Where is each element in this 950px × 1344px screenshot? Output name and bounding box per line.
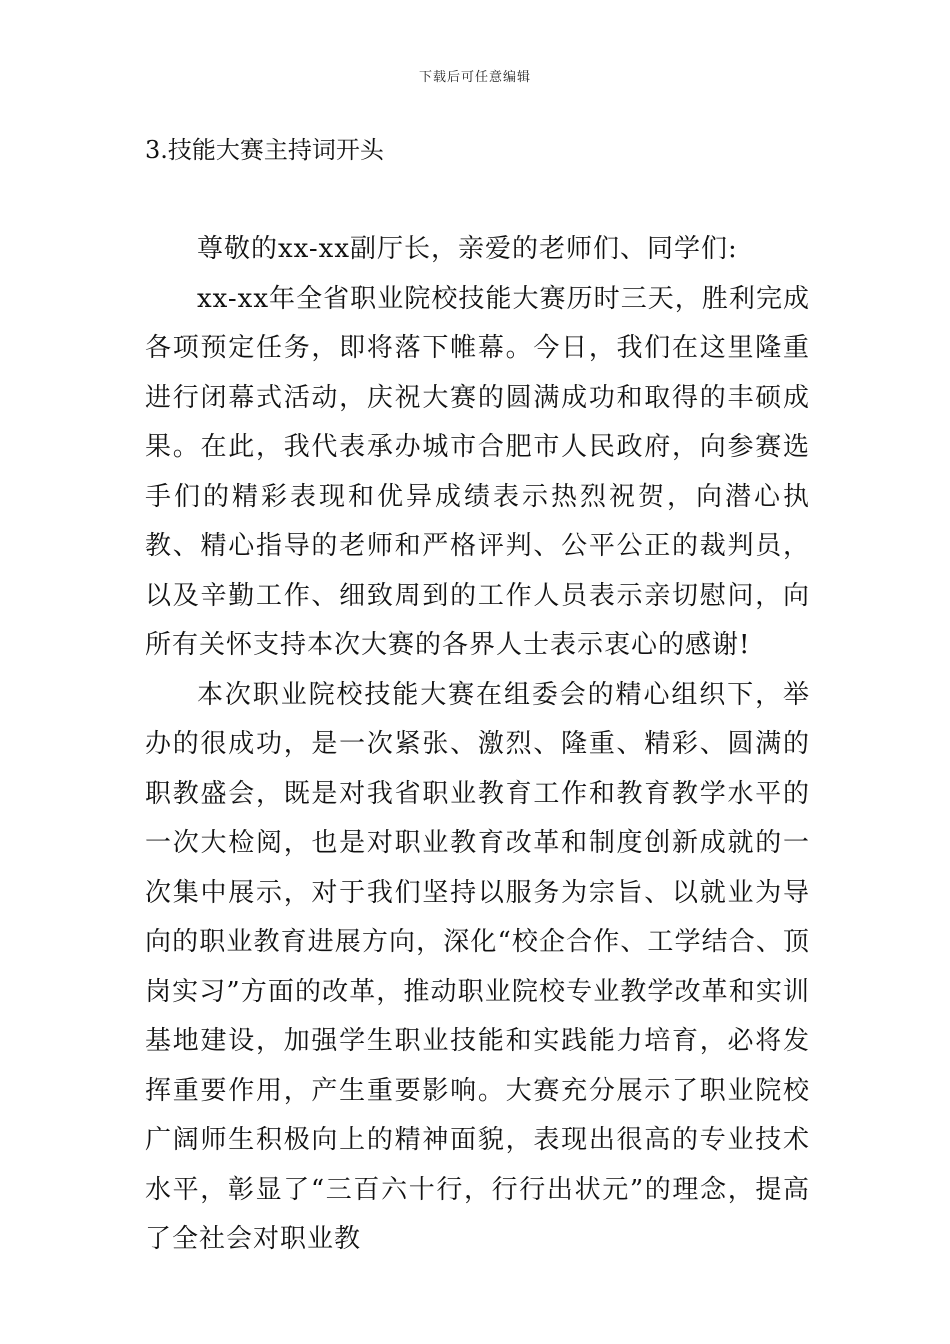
section-title: 3.技能大赛主持词开头: [145, 136, 384, 164]
document-body: [145, 225, 810, 1265]
paragraph-evaluation: 本次职业院校技能大赛在组委会的精心组织下，举办的很成功，是一次紧张、激烈、隆重、精彩、圆满的职教盛会，既是对我省职业教育工作和教育教学水平的一次大检阅，也是对职业教育改革和制度创新成就的一次集中展示，对于我们坚持以服务为宗旨、以就业为导向的职业教育进展方向，深化“校企合作、工学结合、顶岗实习”方面的改革，推动职业院校专业教学改革和实训基地建设，加强学生职业技能和实践能力培育，必将发挥重要作用，产生重要影响。大赛充分展示了职业院校广阔师生积极向上的精神面貌，表现出很高的专业技术水平，彰显了“三百六十行，行行出状元”的理念，提高了全社会对职业教: [145, 679, 810, 1254]
page-header-note: 下载后可任意编辑: [418, 70, 531, 85]
paragraph-greeting: 尊敬的xx-xx副厅长，亲爱的老师们、同学们:: [197, 234, 738, 264]
paragraph-opening: xx-xx年全省职业院校技能大赛历时三天，胜利完成各项预定任务，即将落下帷幕。今日，我们在这里隆重进行闭幕式活动，庆祝大赛的圆满成功和取得的丰硕成果。在此，我代表承办城市合肥市人民政府，向参赛选手们的精彩表现和优异成绩表示热烈祝贺，向潜心执教、精心指导的老师和严格评判、公平公正的裁判员，以及辛勤工作、细致周到的工作人员表示亲切慰问，向所有关怀支持本次大赛的各界人士表示衷心的感谢!: [145, 283, 810, 660]
